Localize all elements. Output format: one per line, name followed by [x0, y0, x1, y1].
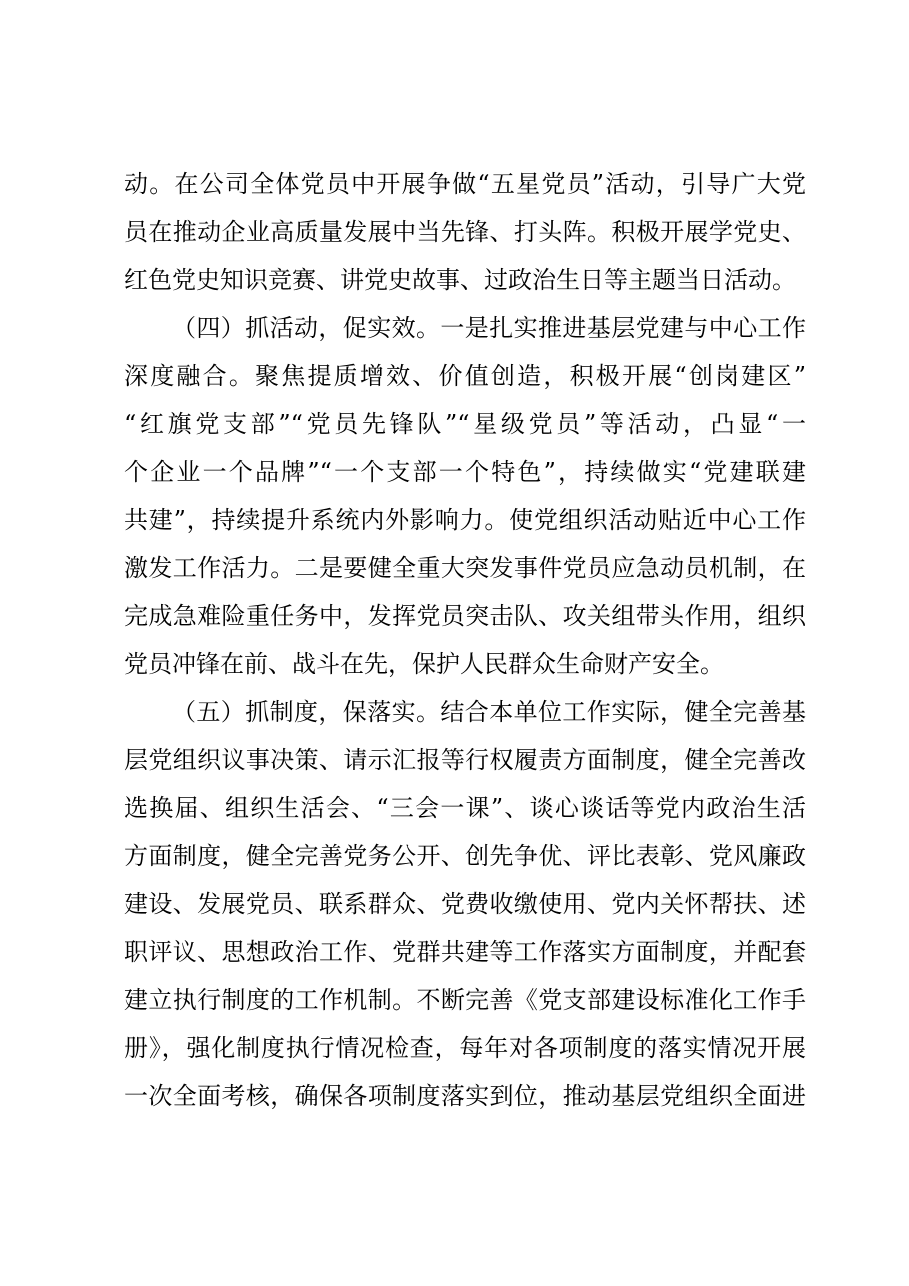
paragraph-line: 建设、发展党员、联系群众、党费收缴使用、党内关怀帮扶、述	[124, 890, 806, 918]
paragraph-line: 建立执行制度的工作机制。不断完善《党支部建设标准化工作手	[124, 986, 806, 1014]
paragraph-line: 员在推动企业高质量发展中当先锋、打头阵。积极开展学党史、	[124, 218, 806, 246]
paragraph-line: 层党组织议事决策、请示汇报等行权履责方面制度，健全完善改	[124, 746, 806, 774]
section-five-heading-line: （五）抓制度，保落实。结合本单位工作实际，健全完善基	[172, 698, 806, 726]
paragraph-line: 方面制度，健全完善党务公开、创先争优、评比表彰、党风廉政	[124, 842, 806, 870]
paragraph-line: 个企业一个品牌”“一个支部一个特色”，持续做实“党建联建	[124, 458, 806, 486]
paragraph-line: 职评议、思想政治工作、党群共建等工作落实方面制度，并配套	[124, 938, 806, 966]
paragraph-line: 选换届、组织生活会、“三会一课”、谈心谈话等党内政治生活	[124, 794, 806, 822]
paragraph-line: 册》，强化制度执行情况检查，每年对各项制度的落实情况开展	[124, 1034, 806, 1062]
paragraph-line: 共建”，持续提升系统内外影响力。使党组织活动贴近中心工作	[124, 506, 806, 534]
paragraph-line: 红色党史知识竞赛、讲党史故事、过政治生日等主题当日活动。	[124, 266, 796, 294]
paragraph-line: 党员冲锋在前、战斗在先，保护人民群众生命财产安全。	[124, 650, 724, 678]
paragraph-line: 动。在公司全体党员中开展争做“五星党员”活动，引导广大党	[124, 170, 806, 198]
paragraph-line: 激发工作活力。二是要健全重大突发事件党员应急动员机制，在	[124, 554, 806, 582]
section-four-heading-line: （四）抓活动，促实效。一是扎实推进基层党建与中心工作	[172, 314, 806, 342]
paragraph-line: 完成急难险重任务中，发挥党员突击队、攻关组带头作用，组织	[124, 602, 806, 630]
paragraph-line: 深度融合。聚焦提质增效、价值创造，积极开展“创岗建区”	[124, 362, 806, 390]
paragraph-line: 一次全面考核，确保各项制度落实到位，推动基层党组织全面进	[124, 1082, 806, 1110]
paragraph-line: “红旗党支部”“党员先锋队”“星级党员”等活动，凸显“一	[124, 410, 806, 438]
